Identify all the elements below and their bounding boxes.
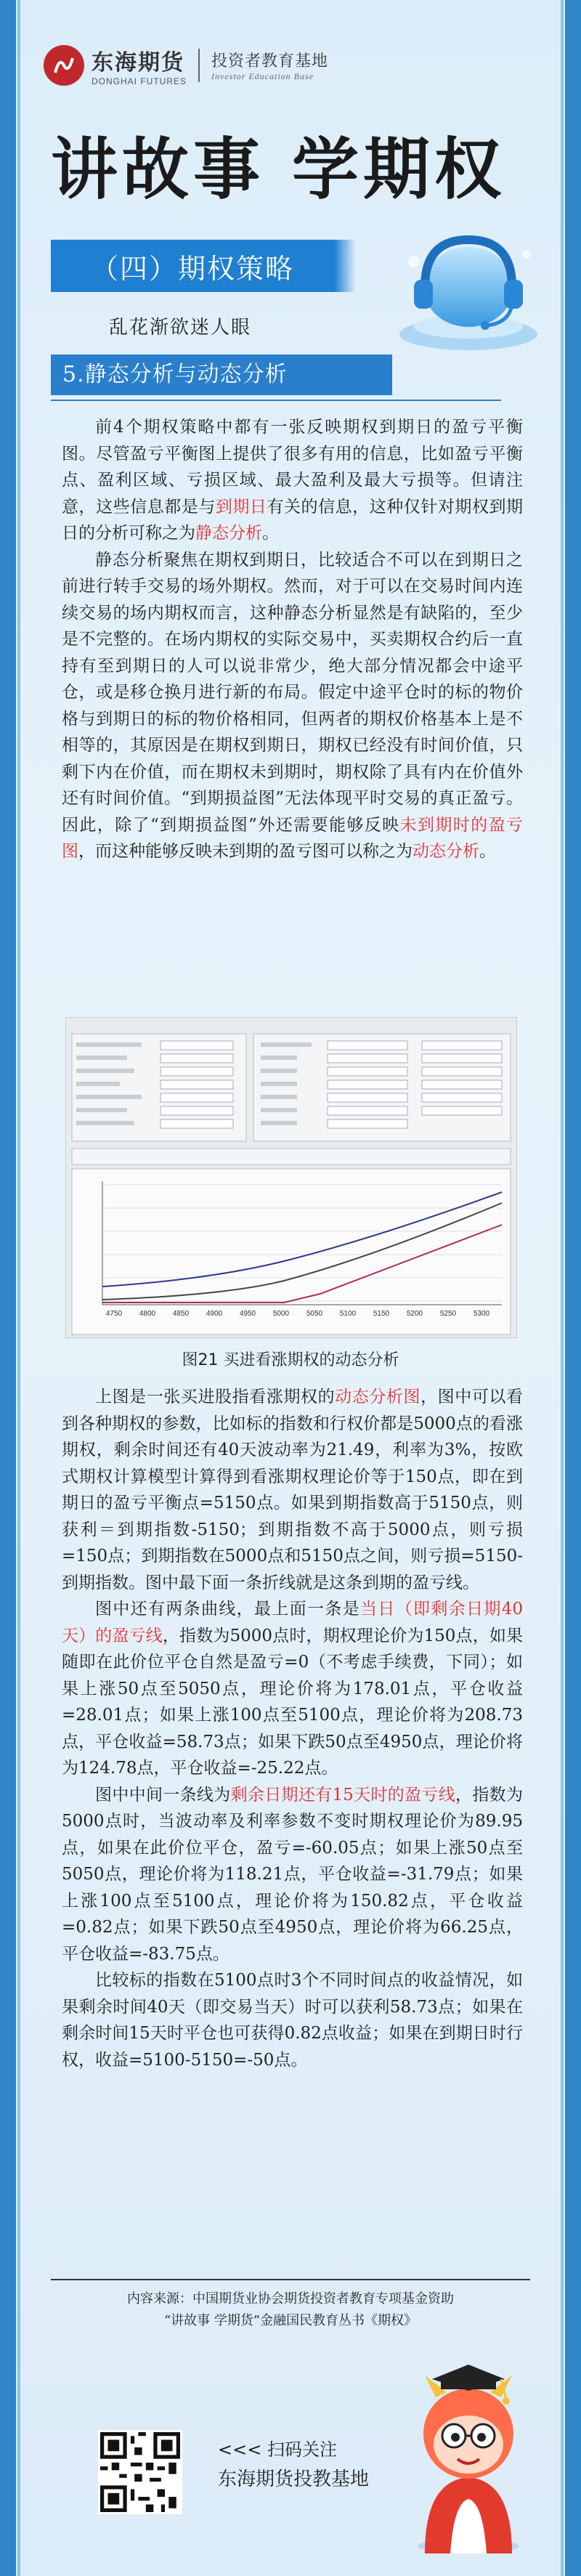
- text: 图中中间一条线为: [95, 1785, 231, 1805]
- article-lower: [62, 1384, 523, 2073]
- dragon-mascot-icon: [396, 2336, 541, 2557]
- x-tick: 5250: [439, 1310, 457, 1318]
- text: ，指数为5000点时，期权理论价为150点，如果随即在此价位平仓自然是盈亏=0（不考虑手续费，下同）；如果上涨50点至5050点，理论价将为178.01点，平仓收益=28.01点；如果上涨100点至5100点，理论价将为208.73点，平仓收益=58.73点；如果下跌50点至4950点，理论价将为124.78点，平仓收益=-25.22点。: [62, 1626, 523, 1778]
- left-border: [0, 0, 16, 2576]
- highlight-text: 当日（即剩余日期40天）的盈亏线: [62, 1600, 523, 1645]
- highlight-text: 未到期时的盈亏图: [62, 815, 523, 861]
- account-name: 东海期货投教基地: [218, 2468, 370, 2490]
- text: 静态分析聚焦在期权到期日，比较适合不可以在到期日之前进行转手交易的场外期权。然而，对于可以在交易时间内连续交易的场内期权而言，这种静态分析显然是有缺陷的，至少是不完整的。在场内期权的实际交易中，买卖期权合约后一直持有至到期日的人可以说非常少，绝大部分情况都会中途平仓，或是移仓换月进行新的布局。假定中途平仓时的标的物价格与到期日的标的物价格相同，但两者的期权价格基本上是不相等的，其原因是在期权到期日，期权已经没有时间价值，只剩下内在价值，而在期权未到期时，期权除了具有内在价值外还有时间价值。“到期损益图”无法体现平时交易的真正盈亏。因此，除了“到期损益图”外还需要能够反映: [62, 550, 523, 835]
- text: ，指数为5000点时，当波动率及利率参数不变时期权理论价为89.95点，如果在此价位平仓，盈亏=-60.05点；如果上涨50点至5050点，理论价将为118.21点，平仓收益=-31.79点；如果上涨100点至5100点，理论价将为150.82点，平仓收益=0.82点；如果下跌50点至4950点，理论价将为66.25点，平仓收益=-83.75点。: [62, 1785, 523, 1964]
- brand-logo-icon: [44, 45, 84, 86]
- header-divider: [198, 49, 200, 82]
- section-heading-text: 5.静态分析与动态分析: [62, 362, 288, 387]
- article-upper: [62, 414, 523, 865]
- x-tick: 5050: [306, 1310, 323, 1318]
- footer-divider: [51, 2279, 530, 2280]
- figure-caption: 图21 买进看涨期权的动态分析: [182, 1351, 399, 1369]
- brand-name: [92, 44, 187, 86]
- x-tick: 4850: [172, 1310, 190, 1318]
- chapter-subtitle: 乱花渐欲迷人眼: [109, 317, 252, 339]
- x-tick: 4900: [206, 1310, 223, 1318]
- x-tick: 5300: [473, 1310, 490, 1318]
- brand-name-en: DONGHAI FUTURES: [92, 76, 187, 86]
- paragraph-1: [62, 414, 523, 547]
- chapter-banner: （四）期权策略: [51, 240, 334, 292]
- header: [44, 40, 328, 91]
- paragraph-5: [62, 1782, 523, 1968]
- education-base: [211, 49, 328, 82]
- paragraph-2: [62, 547, 523, 865]
- x-tick: 5200: [406, 1310, 423, 1318]
- section-heading: [51, 349, 501, 401]
- source-line-2: “讲故事 学期货”金融国民教育丛书《期权》: [163, 2313, 418, 2328]
- text: 图中还有两条曲线，最上面一条是: [95, 1600, 361, 1619]
- x-tick: 5150: [373, 1310, 390, 1318]
- highlight-text: 剩余日期还有15天时的盈亏线: [230, 1785, 456, 1805]
- highlight-text: 动态分析图: [335, 1388, 421, 1406]
- text: 。: [262, 524, 279, 543]
- education-base-en: Investor Education Base: [211, 71, 314, 81]
- right-border: [565, 0, 581, 2576]
- highlight-text: 动态分析: [413, 842, 479, 861]
- qr-code-icon[interactable]: [98, 2430, 182, 2514]
- x-tick: 5000: [272, 1310, 290, 1318]
- x-tick: 4800: [139, 1310, 156, 1318]
- education-base-cn: 投资者教育基地: [211, 52, 329, 70]
- highlight-text: 静态分析: [195, 524, 262, 543]
- text: 前4个期权策略中都有一张反映期权到期日的盈亏平衡图。尽管盈亏平衡图上提供了很多有用的信息，比如盈亏平衡点、盈利区域、亏损区域、最大盈利及最大亏损等。但请注意，这些信息都是与: [62, 418, 523, 517]
- text: 上图是一张买进股指看涨期权的: [95, 1388, 336, 1406]
- highlight-text: 到期日: [215, 497, 267, 517]
- text: 有关的信息，这种仅针对期权到期日的分析可称之为: [62, 497, 524, 543]
- paragraph-4: [62, 1596, 523, 1782]
- page-title: 讲故事 学期权: [51, 131, 506, 208]
- software-screenshot-figure: [65, 1017, 517, 1338]
- x-tick: 4950: [239, 1310, 256, 1318]
- brand-name-cn: 东海期货: [92, 50, 184, 76]
- text: ，图中可以看到各种期权的参数，比如标的指数和行权价都是5000点的看涨期权，剩余时间还有40天波动率为21.49，利率为3%，按欧式期权计算模型计算得到看涨期权理论价等于150点，即在到期日的盈亏平衡点=5150点。如果到期指数高于5150点，则获利＝到期指数-5150；到期指数不高于5000点，则亏损=150点；到期指数在5000点和5150点之间，则亏损=5150-到期指数。图中最下面一条折线就是这条到期的盈亏线。: [62, 1388, 524, 1592]
- source-line-1: 内容来源：中国期货业协会期货投资者教育专项基金资助: [127, 2291, 454, 2306]
- scan-prompt: <<< 扫码关注: [218, 2439, 337, 2460]
- x-tick: 5100: [339, 1310, 357, 1318]
- text: 。: [479, 842, 496, 861]
- option-analysis-screenshot: [66, 1018, 516, 1337]
- paragraph-3: [62, 1384, 523, 1596]
- x-tick: 4750: [105, 1310, 123, 1318]
- headset-illustration-icon: [392, 218, 545, 356]
- text: ，而这种能够反映未到期的盈亏图可以称之为: [78, 842, 413, 861]
- paragraph-6: 比较标的指数在5100点时3个不同时间点的收益情况，如果剩余时间40天（即交易当天）时可以获利58.73点；如果在剩余时间15天时平仓也可获得0.82点收益；如果在到期日时行权，收益=5100-5150=-50点。: [62, 1971, 523, 2070]
